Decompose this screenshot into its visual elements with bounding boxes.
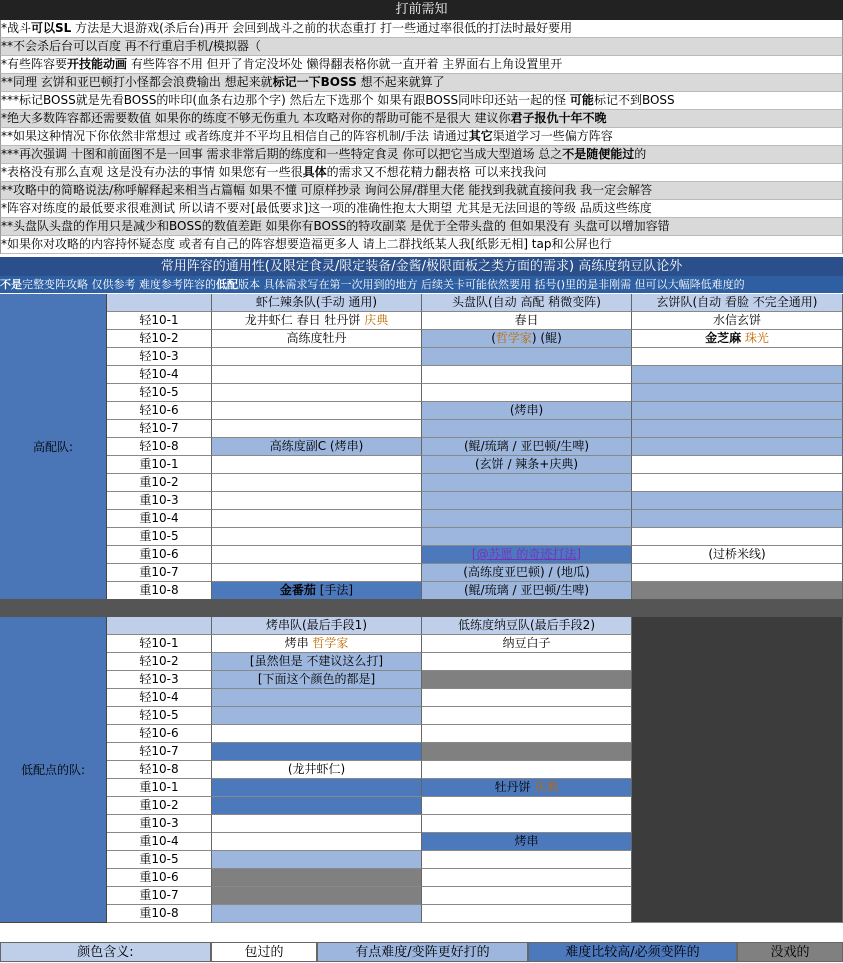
team-level-cell bbox=[212, 456, 422, 474]
level-cell: 轻10-4 bbox=[107, 689, 212, 707]
cell-text: (玄饼 / 辣条+庆典) bbox=[474, 457, 579, 471]
tip-line bbox=[0, 146, 843, 164]
team-header: 烤串队(最后手段1) bbox=[212, 617, 422, 635]
tip-text: *如果你对攻略的内容持怀疑态度 或者有自己的阵容想要造福更多人 请上二群找纸某人我[纸影无相] tap和公屏也行 bbox=[1, 237, 612, 251]
level-cell: 重10-6 bbox=[107, 869, 212, 887]
team-level-cell bbox=[422, 384, 632, 402]
tip-text: 方法是大退游戏(杀后台)再开 会回到战斗之前的状态重打 打一些通过率很低的打法时最好要用 bbox=[71, 21, 573, 35]
team-header: 虾仁辣条队(手动 通用) bbox=[212, 294, 422, 312]
team-level-cell bbox=[632, 384, 843, 402]
cell-text: ) (鲲) bbox=[531, 331, 562, 345]
cell-highlight-text: 庆典 bbox=[364, 313, 389, 327]
team-level-cell bbox=[212, 564, 422, 582]
cell-text: 水信玄饼 bbox=[712, 313, 761, 327]
team-level-cell bbox=[212, 689, 422, 707]
cell-text: 高练度牡丹 bbox=[286, 331, 347, 345]
team-level-cell bbox=[422, 528, 632, 546]
unused-column bbox=[632, 617, 843, 923]
team-level-cell bbox=[422, 671, 632, 689]
team-level-cell bbox=[212, 707, 422, 725]
team-level-cell bbox=[212, 815, 422, 833]
legend-none: 没戏的 bbox=[737, 942, 843, 962]
team-level-cell bbox=[212, 833, 422, 851]
team-level-cell bbox=[422, 815, 632, 833]
legend-label: 颜色含义: bbox=[0, 942, 211, 962]
level-cell: 轻10-3 bbox=[107, 671, 212, 689]
team-level-cell bbox=[422, 330, 632, 348]
team-level-cell bbox=[422, 725, 632, 743]
tip-line bbox=[0, 200, 843, 218]
team-level-cell bbox=[422, 492, 632, 510]
level-cell: 轻10-6 bbox=[107, 725, 212, 743]
team-level-cell bbox=[422, 851, 632, 869]
team-level-cell bbox=[212, 653, 422, 671]
level-cell: 重10-1 bbox=[107, 456, 212, 474]
level-header-blank bbox=[107, 617, 212, 635]
tip-text: ***标记BOSS就是先看BOSS的咔印(血条右边那个字) 然后左下选那个 如果有跟BOSS同咔印还站一起的怪 bbox=[1, 93, 570, 107]
level-header-blank bbox=[107, 294, 212, 312]
legend-mid: 有点难度/变阵更好打的 bbox=[317, 942, 528, 962]
team-level-cell bbox=[422, 456, 632, 474]
tip-text: ***再次强调 十图和前面图不是一回事 需求非常后期的练度和一些特定食灵 你可以把它当成大型道场 总之 bbox=[1, 147, 563, 161]
level-cell: 轻10-5 bbox=[107, 384, 212, 402]
cell-highlight-text: 珠光 bbox=[741, 331, 769, 345]
team-level-cell bbox=[632, 420, 843, 438]
level-cell: 轻10-5 bbox=[107, 707, 212, 725]
team-level-cell bbox=[212, 797, 422, 815]
cell-text: 龙井虾仁 春日 牡丹饼 bbox=[244, 313, 365, 327]
level-cell: 轻10-2 bbox=[107, 330, 212, 348]
team-level-cell bbox=[212, 887, 422, 905]
section-header: 常用阵容的通用性(及限定食灵/限定装备/金酱/极限面板之类方面的需求) 高练度纳豆队论外 bbox=[0, 257, 843, 276]
level-cell: 重10-3 bbox=[107, 492, 212, 510]
team-level-cell bbox=[422, 402, 632, 420]
level-cell: 重10-5 bbox=[107, 528, 212, 546]
team-level-cell bbox=[632, 510, 843, 528]
team-level-cell bbox=[632, 546, 843, 564]
tip-text: 有些阵容不用 但开了肯定没坏处 懒得翻表格你就一直开着 主界面右上角设置里开 bbox=[127, 57, 563, 71]
level-cell: 轻10-3 bbox=[107, 348, 212, 366]
team-level-cell bbox=[422, 564, 632, 582]
team-level-cell bbox=[632, 348, 843, 366]
cell-text: [下面这个颜色的都是] bbox=[257, 672, 376, 686]
team-level-cell bbox=[632, 438, 843, 456]
team-level-cell bbox=[422, 743, 632, 761]
level-cell: 重10-2 bbox=[107, 474, 212, 492]
level-cell: 重10-8 bbox=[107, 582, 212, 600]
team-level-cell bbox=[632, 564, 843, 582]
cell-text: 春日 bbox=[514, 313, 539, 327]
team-level-cell bbox=[212, 474, 422, 492]
team-level-cell bbox=[212, 438, 422, 456]
tip-text: **不会杀后台可以百度 再不行重启手机/模拟器（ bbox=[1, 39, 261, 53]
team-level-cell bbox=[212, 635, 422, 653]
team-level-cell bbox=[422, 366, 632, 384]
level-cell: 重10-1 bbox=[107, 779, 212, 797]
level-cell: 轻10-8 bbox=[107, 761, 212, 779]
cell-text: 烤串 bbox=[284, 636, 313, 650]
team-header: 低练度纳豆队(最后手段2) bbox=[422, 617, 632, 635]
team-level-cell bbox=[212, 528, 422, 546]
team-level-cell bbox=[422, 833, 632, 851]
level-cell: 轻10-1 bbox=[107, 635, 212, 653]
team-level-cell bbox=[212, 779, 422, 797]
team-level-cell bbox=[212, 330, 422, 348]
cell-link-text: [@苏愿 的奇迹打法] bbox=[471, 547, 582, 561]
tip-text: 渠道学习一些偏方阵容 bbox=[492, 129, 613, 143]
table-note: 不是完整变阵攻略 仅供参考 难度参考阵容的低配版本 具体需求写在第一次用到的地方 后续关卡可能依然要用 括号()里的是非刚需 但可以大幅降低难度的 bbox=[0, 276, 843, 293]
team-level-cell bbox=[212, 761, 422, 779]
cell-text: 纳豆白子 bbox=[502, 636, 551, 650]
team-level-cell bbox=[632, 366, 843, 384]
section-divider bbox=[0, 599, 843, 617]
tip-line bbox=[0, 20, 843, 38]
team-level-cell bbox=[422, 546, 632, 564]
team-level-cell bbox=[212, 546, 422, 564]
team-level-cell bbox=[212, 671, 422, 689]
tip-text: 的需求又不想花精力翻表格 可以来找我问 bbox=[326, 165, 547, 179]
team-level-cell bbox=[212, 510, 422, 528]
tip-emphasis: 不是随便能过 bbox=[562, 147, 635, 161]
level-cell: 轻10-7 bbox=[107, 743, 212, 761]
tip-text: **攻略中的简略说法/称呼解释起来相当占篇幅 如果不懂 可原样抄录 询问公屏/群里大佬 能找到我就直接问我 我一定会解答 bbox=[1, 183, 653, 197]
team-level-cell bbox=[422, 510, 632, 528]
team-level-cell bbox=[422, 905, 632, 923]
tip-line bbox=[0, 110, 843, 128]
team-level-cell bbox=[212, 582, 422, 600]
team-level-cell bbox=[422, 797, 632, 815]
team-level-cell bbox=[212, 420, 422, 438]
team-header: 头盘队(自动 高配 稍微变阵) bbox=[422, 294, 632, 312]
tip-line bbox=[0, 128, 843, 146]
level-cell: 重10-2 bbox=[107, 797, 212, 815]
tip-text: *表格没有那么直观 这是没有办法的事情 如果您有一些很 bbox=[1, 165, 303, 179]
tip-text: 想不起来就算了 bbox=[356, 75, 445, 89]
team-level-cell bbox=[422, 438, 632, 456]
level-cell: 重10-4 bbox=[107, 510, 212, 528]
cell-bold-text: 金芝麻 bbox=[705, 331, 742, 345]
team-level-cell bbox=[422, 761, 632, 779]
cell-text: (过桥米线) bbox=[708, 547, 766, 561]
tip-text: *有些阵容要 bbox=[1, 57, 68, 71]
team-level-cell bbox=[632, 474, 843, 492]
team-level-cell bbox=[422, 582, 632, 600]
level-cell: 轻10-7 bbox=[107, 420, 212, 438]
team-level-cell bbox=[212, 402, 422, 420]
cell-text: ( bbox=[491, 331, 496, 345]
cell-highlight-text: 哲学家 bbox=[495, 331, 532, 345]
tip-line bbox=[0, 164, 843, 182]
page-title: 打前需知 bbox=[0, 0, 843, 20]
tip-text: **如果这种情况下你依然非常想过 或者练度并不平均且相信自己的阵容机制/手法 请通过 bbox=[1, 129, 469, 143]
team-level-cell bbox=[212, 743, 422, 761]
level-cell: 重10-6 bbox=[107, 546, 212, 564]
cell-text: [手法] bbox=[315, 583, 354, 597]
cell-text: (鲲/琉璃 / 亚巴顿/生啤) bbox=[463, 439, 590, 453]
team-header: 玄饼队(自动 看脸 不完全通用) bbox=[632, 294, 843, 312]
level-cell: 重10-7 bbox=[107, 564, 212, 582]
tip-text: *战斗 bbox=[1, 21, 32, 35]
team-level-cell bbox=[422, 689, 632, 707]
tip-text: *阵容对练度的最低要求很难测试 所以请不要对[最低要求]这一项的准确性抱太大期望 尤其是无法回退的等级 品质这些练度 bbox=[1, 201, 652, 215]
team-level-cell bbox=[422, 779, 632, 797]
cell-text: 烤串 bbox=[514, 834, 539, 848]
tip-line bbox=[0, 74, 843, 92]
level-cell: 重10-7 bbox=[107, 887, 212, 905]
tip-line bbox=[0, 236, 843, 254]
team-level-cell bbox=[632, 582, 843, 600]
tip-text: 标记不到BOSS bbox=[593, 93, 675, 107]
cell-text: 牡丹饼 bbox=[494, 780, 535, 794]
team-level-cell bbox=[212, 492, 422, 510]
level-cell: 重10-3 bbox=[107, 815, 212, 833]
tip-line bbox=[0, 218, 843, 236]
team-level-cell bbox=[422, 635, 632, 653]
tip-line bbox=[0, 92, 843, 110]
team-level-cell bbox=[632, 312, 843, 330]
level-cell: 重10-8 bbox=[107, 905, 212, 923]
team-level-cell bbox=[422, 420, 632, 438]
tip-text: **头盘队头盘的作用只是减少和BOSS的数值差距 如果你有BOSS的特攻副菜 是优于全带头盘的 但如果没有 头盘可以增加容错 bbox=[1, 219, 670, 233]
level-cell: 轻10-4 bbox=[107, 366, 212, 384]
team-level-cell bbox=[422, 474, 632, 492]
cell-text: 高练度副C (烤串) bbox=[269, 439, 364, 453]
level-cell: 轻10-8 bbox=[107, 438, 212, 456]
tip-line bbox=[0, 56, 843, 74]
team-group-label: 高配队: bbox=[0, 294, 107, 600]
team-level-cell bbox=[422, 887, 632, 905]
team-level-cell bbox=[422, 653, 632, 671]
team-level-cell bbox=[212, 384, 422, 402]
level-cell: 重10-5 bbox=[107, 851, 212, 869]
cell-bold-text: 金番茄 bbox=[279, 583, 316, 597]
cell-text: (高练度亚巴顿) / (地瓜) bbox=[463, 565, 590, 579]
team-level-cell bbox=[422, 707, 632, 725]
tip-emphasis: 具体 bbox=[302, 165, 327, 179]
team-level-cell bbox=[422, 348, 632, 366]
legend-easy: 包过的 bbox=[211, 942, 317, 962]
team-level-cell bbox=[632, 492, 843, 510]
team-level-cell bbox=[212, 851, 422, 869]
tip-emphasis: 其它 bbox=[468, 129, 493, 143]
team-group-label: 低配点的队: bbox=[0, 617, 107, 923]
team-level-cell bbox=[422, 869, 632, 887]
tip-text: **同理 玄饼和亚巴顿打小怪都会浪费输出 想起来就 bbox=[1, 75, 273, 89]
cell-text: (鲲/琉璃 / 亚巴顿/生啤) bbox=[463, 583, 590, 597]
legend-hard: 难度比较高/必须变阵的 bbox=[528, 942, 737, 962]
tip-emphasis: 可能 bbox=[569, 93, 594, 107]
tip-emphasis: 可以SL bbox=[31, 21, 72, 35]
level-cell: 重10-4 bbox=[107, 833, 212, 851]
team-level-cell bbox=[212, 312, 422, 330]
team-level-cell bbox=[632, 402, 843, 420]
team-level-cell bbox=[632, 330, 843, 348]
tip-text: 的 bbox=[634, 147, 647, 161]
team-level-cell bbox=[212, 348, 422, 366]
team-level-cell bbox=[632, 528, 843, 546]
level-cell: 轻10-2 bbox=[107, 653, 212, 671]
tip-emphasis: 君子报仇十年不晚 bbox=[510, 111, 607, 125]
tip-text: *绝大多数阵容都还需要数值 如果你的练度不够无伤重九 本攻略对你的帮助可能不是很大 建议你 bbox=[1, 111, 511, 125]
cell-highlight-text: 庆典 bbox=[534, 780, 559, 794]
team-level-cell bbox=[212, 905, 422, 923]
tip-emphasis: 开技能动画 bbox=[67, 57, 128, 71]
team-level-cell bbox=[632, 456, 843, 474]
level-cell: 轻10-6 bbox=[107, 402, 212, 420]
tip-line bbox=[0, 38, 843, 56]
team-level-cell bbox=[422, 312, 632, 330]
team-level-cell bbox=[212, 725, 422, 743]
tip-line bbox=[0, 182, 843, 200]
cell-highlight-text: 哲学家 bbox=[312, 636, 349, 650]
cell-text: (龙井虾仁) bbox=[287, 762, 346, 776]
team-level-cell bbox=[212, 366, 422, 384]
cell-text: [虽然但是 不建议这么打] bbox=[249, 654, 384, 668]
tip-emphasis: 标记一下BOSS bbox=[272, 75, 357, 89]
level-cell: 轻10-1 bbox=[107, 312, 212, 330]
team-level-cell bbox=[212, 869, 422, 887]
cell-text: (烤串) bbox=[509, 403, 544, 417]
